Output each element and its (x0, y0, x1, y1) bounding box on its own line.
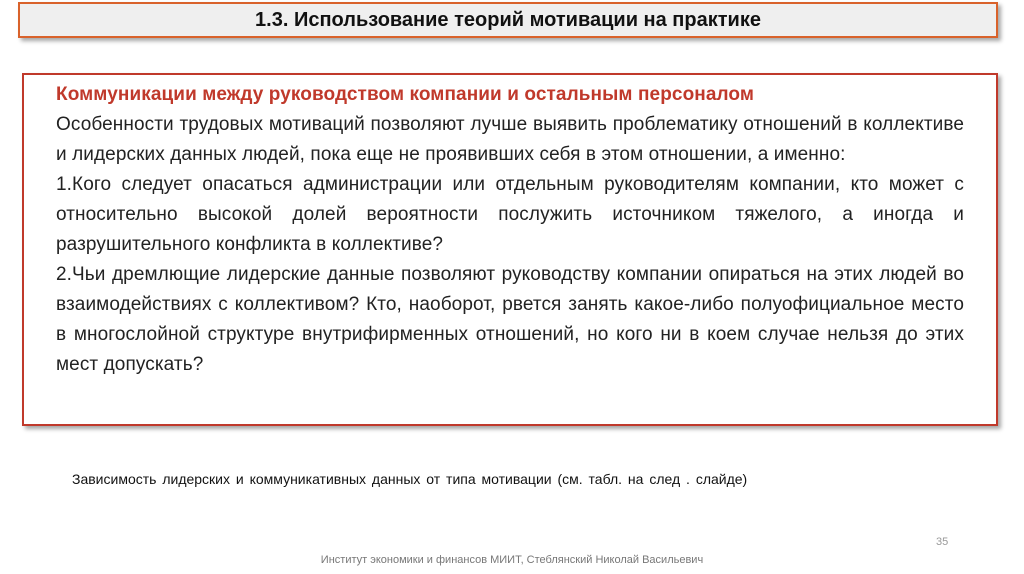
section-heading: Коммуникации между руководством компании и остальным персоналом (56, 84, 755, 105)
footer-credit: Институт экономики и финансов МИИТ, Стеблянский Николай Васильевич (320, 554, 704, 566)
title-bar (18, 2, 998, 38)
content-box (22, 73, 998, 426)
intro-paragraph: Особенности трудовых мотиваций позволяют лучше выявить проблематику отношений в коллективе и лидерских данных людей, пока еще не проявивших себя в этом отношении, а именно: (56, 114, 964, 165)
page-number: 35 (936, 536, 949, 548)
table-note: Зависимость лидерских и коммуникативных данных от типа мотивации (см. табл. на след . слайде) (72, 471, 748, 487)
slide-title: 1.3. Использование теорий мотивации на практике (255, 8, 761, 31)
list-item-2: 2.Чьи дремлющие лидерские данные позволяют руководству компании опираться на этих людей во взаимодействиях с коллективом? Кто, наоборот, рвется занять какое-либо полуофициальное место в многослойной структуре внутрифирменных отношений, но кого ни в коем случае нельзя до этих мест допускать? (56, 264, 964, 375)
list-item-1: 1.Кого следует опасаться администрации или отдельным руководителям компании, кто может с относительно высокой долей вероятности послужить источником тяжелого, а иногда и разрушительного конфликта в коллективе? (56, 174, 964, 255)
